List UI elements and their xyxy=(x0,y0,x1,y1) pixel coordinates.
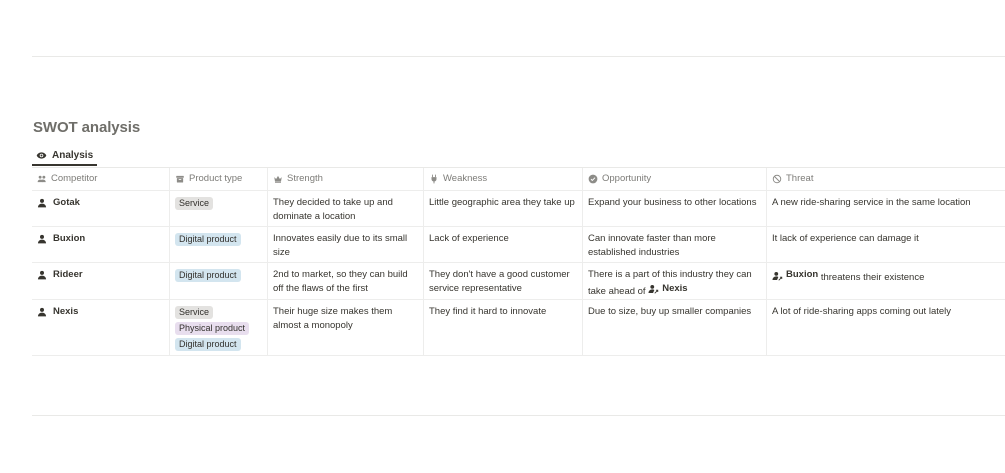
person-icon xyxy=(37,307,47,317)
strength-cell[interactable]: Their huge size makes them almost a monopoly xyxy=(268,300,424,355)
competitor-name[interactable]: Buxion xyxy=(37,232,164,246)
person-link-icon xyxy=(648,284,659,294)
competitor-name[interactable]: Rideer xyxy=(37,268,164,282)
weakness-cell[interactable]: Little geographic area they take up xyxy=(424,191,583,226)
tag-service: Service xyxy=(175,197,213,210)
plug-icon xyxy=(429,174,439,184)
page-title: SWOT analysis xyxy=(33,119,141,136)
strength-cell[interactable]: 2nd to market, so they can build off the flaws of the first xyxy=(268,263,424,299)
weakness-cell[interactable]: Lack of experience xyxy=(424,227,583,262)
person-icon xyxy=(37,198,47,208)
tab-analysis[interactable] xyxy=(32,146,97,166)
strength-cell[interactable]: They decided to take up and dominate a location xyxy=(268,191,424,226)
tag-digital-product: Digital product xyxy=(175,338,241,351)
view-tabs xyxy=(32,146,97,167)
threat-cell[interactable]: Buxion threatens their existence xyxy=(767,263,1005,299)
page-mention-buxion[interactable]: Buxion xyxy=(772,268,818,282)
table-row[interactable] xyxy=(32,300,1005,356)
opportunity-cell[interactable]: Due to size, buy up smaller companies xyxy=(583,300,767,355)
threat-cell[interactable]: A new ride-sharing service in the same location xyxy=(772,197,971,208)
column-header-weakness[interactable]: Weakness xyxy=(424,168,583,190)
column-header-opportunity[interactable]: Opportunity xyxy=(583,168,767,190)
crown-icon xyxy=(273,174,283,184)
table-row[interactable] xyxy=(32,263,1005,300)
competitor-name[interactable]: Nexis xyxy=(37,305,164,319)
person-icon xyxy=(37,270,47,280)
people-icon xyxy=(37,174,47,184)
tag-digital-product: Digital product xyxy=(175,269,241,282)
table-row[interactable] xyxy=(32,191,1005,227)
prohibited-icon xyxy=(772,174,782,184)
weakness-cell[interactable]: They don't have a good customer service representative xyxy=(424,263,583,299)
opportunity-cell[interactable]: Expand your business to other locations xyxy=(583,191,767,226)
column-header-strength[interactable]: Strength xyxy=(268,168,424,190)
check-circle-icon xyxy=(588,174,598,184)
tag-digital-product: Digital product xyxy=(175,233,241,246)
threat-cell[interactable]: It lack of experience can damage it xyxy=(772,233,919,244)
column-header-threat[interactable]: Threat xyxy=(767,168,1005,190)
person-icon xyxy=(37,234,47,244)
page-mention-nexis[interactable]: Nexis xyxy=(648,282,687,296)
person-link-icon xyxy=(772,271,783,281)
bottom-divider xyxy=(32,415,1005,416)
table-header xyxy=(32,168,1005,191)
archive-icon xyxy=(175,174,185,184)
opportunity-cell[interactable]: Can innovate faster than more established industries xyxy=(583,227,767,262)
column-header-competitor[interactable]: Competitor xyxy=(32,168,170,190)
weakness-cell[interactable]: They find it hard to innovate xyxy=(424,300,583,355)
swot-table xyxy=(32,167,1005,356)
opportunity-cell[interactable]: There is a part of this industry they can take ahead of Nexis xyxy=(583,263,767,299)
tab-analysis-label: Analysis xyxy=(52,149,94,161)
table-row[interactable] xyxy=(32,227,1005,263)
competitor-name[interactable]: Gotak xyxy=(37,196,164,210)
strength-cell[interactable]: Innovates easily due to its small size xyxy=(268,227,424,262)
top-divider xyxy=(32,56,1005,57)
threat-cell[interactable]: A lot of ride-sharing apps coming out lately xyxy=(772,306,952,317)
tag-physical-product: Physical product xyxy=(175,322,249,335)
tag-service: Service xyxy=(175,306,213,319)
column-header-product-type[interactable]: Product type xyxy=(170,168,268,190)
eye-icon xyxy=(36,150,47,161)
